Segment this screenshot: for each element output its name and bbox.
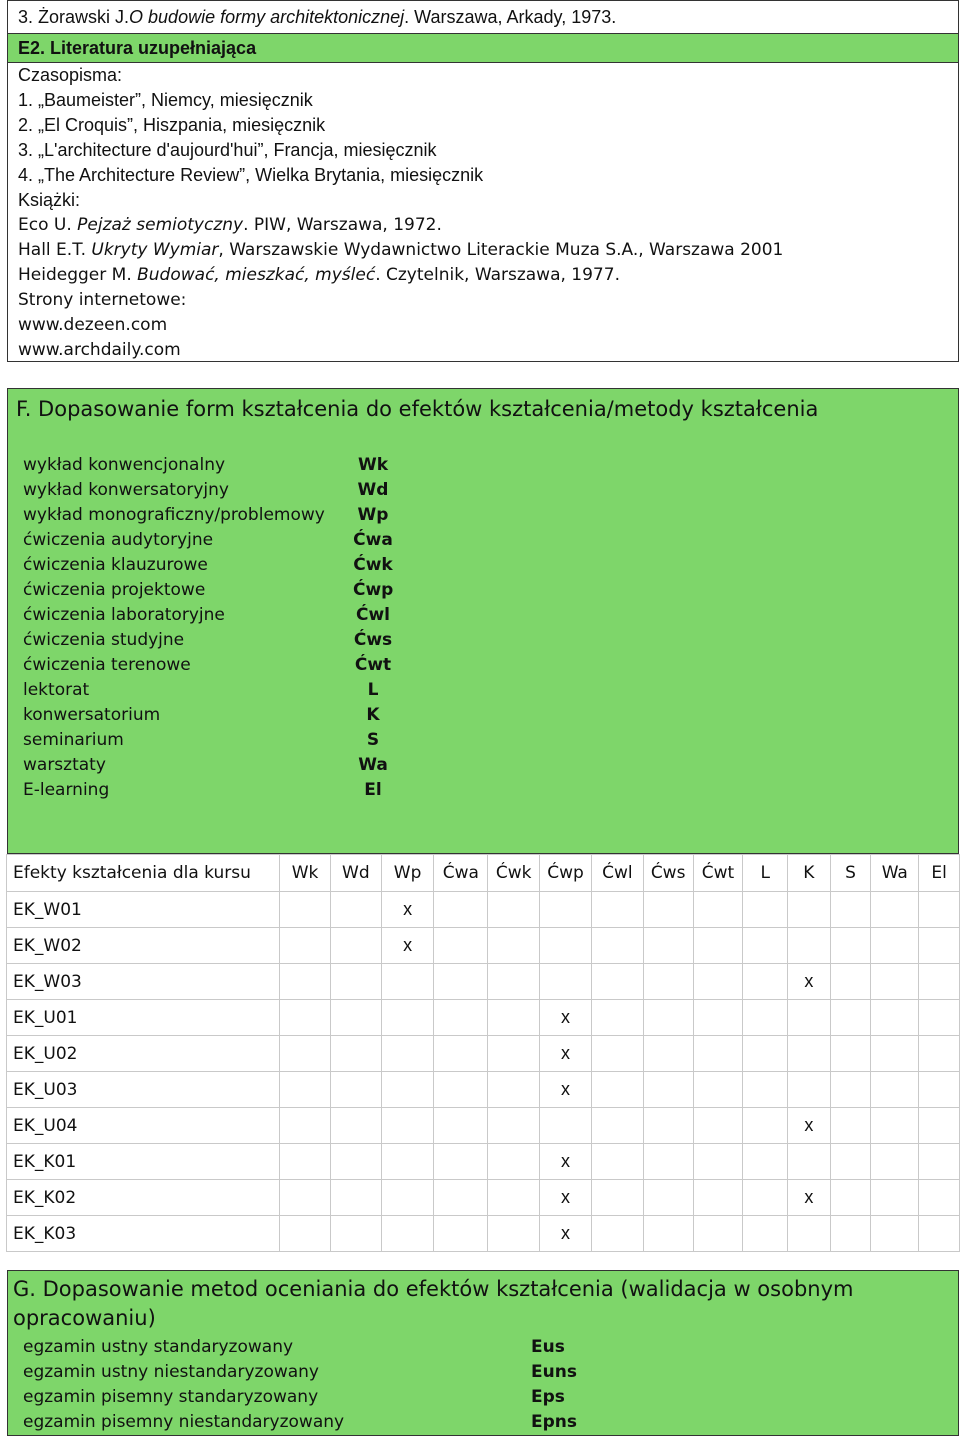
- table-cell: [280, 964, 331, 1000]
- method-row: [23, 577, 393, 602]
- method-row: [23, 752, 393, 777]
- table-cell: [591, 964, 643, 1000]
- book-item: [18, 238, 958, 263]
- table-cell: [743, 1216, 788, 1252]
- table-cell: [919, 1072, 960, 1108]
- header-method-code: L: [743, 855, 788, 892]
- table-cell: x: [540, 1036, 592, 1072]
- table-cell: [788, 1144, 831, 1180]
- method-code: Ćwp: [353, 579, 394, 600]
- table-cell: [330, 1036, 381, 1072]
- ref-publisher: . Warszawa, Arkady, 1973.: [404, 6, 617, 27]
- table-cell: [330, 892, 381, 928]
- table-cell: [643, 928, 693, 964]
- header-method-code: Ćws: [643, 855, 693, 892]
- table-row: [7, 928, 960, 964]
- effect-code: EK_W01: [7, 892, 280, 928]
- table-cell: [919, 928, 960, 964]
- table-cell: [381, 1072, 434, 1108]
- table-row: [7, 1108, 960, 1144]
- magazines-label: Czasopisma:: [18, 65, 123, 85]
- table-cell: x: [540, 1216, 592, 1252]
- table-cell: [381, 964, 434, 1000]
- method-code: Ćwa: [353, 529, 393, 550]
- assessment-row: [23, 1334, 577, 1359]
- table-cell: [830, 928, 871, 964]
- header-method-code: Ćwp: [540, 855, 592, 892]
- ref-title: O budowie formy architektonicznej: [129, 6, 405, 27]
- method-row: [23, 627, 393, 652]
- table-cell: [591, 1216, 643, 1252]
- table-cell: [693, 964, 743, 1000]
- table-cell: [788, 1072, 831, 1108]
- header-method-code: Wk: [280, 855, 331, 892]
- table-cell: [830, 1036, 871, 1072]
- table-cell: [488, 1072, 540, 1108]
- method-name: lektorat: [23, 679, 90, 700]
- table-cell: [591, 892, 643, 928]
- header-method-code: Ćwa: [434, 855, 488, 892]
- magazine-item: 3. „L'architecture d'aujourd'hui”, Francja, miesięcznik: [18, 140, 437, 160]
- header-method-code: Wa: [871, 855, 919, 892]
- table-cell: [743, 1072, 788, 1108]
- table-cell: [919, 1000, 960, 1036]
- effect-code: EK_K01: [7, 1144, 280, 1180]
- table-cell: [488, 928, 540, 964]
- table-cell: [591, 1180, 643, 1216]
- table-cell: [488, 1108, 540, 1144]
- book-item: [18, 213, 958, 238]
- table-cell: [280, 1216, 331, 1252]
- method-name: E-learning: [23, 779, 110, 800]
- magazine-item: 4. „The Architecture Review”, Wielka Brytania, miesięcznik: [18, 165, 484, 185]
- table-cell: [330, 964, 381, 1000]
- method-name: seminarium: [23, 729, 124, 750]
- web-label: Strony internetowe:: [18, 290, 187, 310]
- table-cell: [871, 1180, 919, 1216]
- table-cell: [871, 964, 919, 1000]
- method-code: Ćwk: [353, 554, 393, 575]
- table-cell: x: [540, 1072, 592, 1108]
- table-cell: [743, 1000, 788, 1036]
- table-cell: [643, 1036, 693, 1072]
- table-cell: [643, 1180, 693, 1216]
- table-header-row: [7, 855, 960, 892]
- reference-line: [8, 1, 958, 33]
- method-code: Ćwl: [355, 604, 390, 625]
- table-cell: [643, 1108, 693, 1144]
- table-cell: [693, 1144, 743, 1180]
- method-code: Wp: [357, 504, 389, 525]
- table-cell: [280, 1072, 331, 1108]
- table-cell: [788, 892, 831, 928]
- table-cell: [330, 1144, 381, 1180]
- section-f-title: F. Dopasowanie form kształcenia do efektów kształcenia/metody kształcenia: [16, 397, 819, 421]
- table-cell: x: [788, 1108, 831, 1144]
- table-cell: [830, 1216, 871, 1252]
- header-method-code: El: [919, 855, 960, 892]
- table-cell: [591, 1000, 643, 1036]
- table-cell: [830, 964, 871, 1000]
- table-cell: [871, 1072, 919, 1108]
- table-cell: [381, 1216, 434, 1252]
- table-row: [7, 1072, 960, 1108]
- table-cell: [330, 1216, 381, 1252]
- table-cell: [830, 1144, 871, 1180]
- table-cell: [830, 1108, 871, 1144]
- header-method-code: Wp: [381, 855, 434, 892]
- table-cell: [488, 1000, 540, 1036]
- table-cell: [280, 928, 331, 964]
- table-cell: x: [540, 1180, 592, 1216]
- table-cell: [434, 928, 488, 964]
- section-f: [7, 388, 959, 854]
- method-code: S: [366, 729, 380, 750]
- assessment-row: [23, 1359, 577, 1384]
- table-cell: [434, 1144, 488, 1180]
- method-row: [23, 702, 393, 727]
- table-cell: x: [540, 1000, 592, 1036]
- table-cell: [591, 928, 643, 964]
- table-cell: [488, 1036, 540, 1072]
- assessment-row: [23, 1409, 577, 1434]
- table-cell: [280, 1000, 331, 1036]
- effects-table: [6, 854, 960, 1252]
- table-cell: [434, 1108, 488, 1144]
- table-cell: [381, 1144, 434, 1180]
- table-cell: [381, 1036, 434, 1072]
- table-cell: [693, 1180, 743, 1216]
- table-cell: [693, 1216, 743, 1252]
- table-cell: [488, 964, 540, 1000]
- method-name: ćwiczenia projektowe: [23, 579, 206, 600]
- table-cell: [919, 892, 960, 928]
- book-title: Pejzaż semiotyczny: [77, 215, 244, 235]
- method-name: wykład konwencjonalny: [23, 454, 226, 475]
- table-cell: [693, 1072, 743, 1108]
- e2-heading: E2. Literatura uzupełniająca: [8, 33, 958, 63]
- effect-code: EK_W03: [7, 964, 280, 1000]
- assessment-row: [23, 1384, 577, 1409]
- table-cell: [788, 1036, 831, 1072]
- book-author: Hall E.T.: [18, 240, 92, 260]
- assessment-code: Epns: [531, 1411, 578, 1432]
- method-code: K: [366, 704, 380, 725]
- table-cell: [434, 1000, 488, 1036]
- method-name: ćwiczenia studyjne: [23, 629, 185, 650]
- table-cell: [280, 1108, 331, 1144]
- table-cell: [788, 1216, 831, 1252]
- table-cell: [919, 964, 960, 1000]
- method-code: Ćws: [353, 629, 393, 650]
- table-cell: [743, 892, 788, 928]
- table-cell: [434, 892, 488, 928]
- effect-code: EK_K03: [7, 1216, 280, 1252]
- book-author: Eco U.: [18, 215, 78, 235]
- teaching-methods-list: [23, 452, 393, 802]
- web-link[interactable]: www.archdaily.com: [18, 340, 181, 360]
- table-cell: [488, 1144, 540, 1180]
- table-cell: [540, 964, 592, 1000]
- method-row: [23, 452, 393, 477]
- method-code: L: [367, 679, 379, 700]
- header-method-code: Ćwk: [488, 855, 540, 892]
- table-cell: [788, 1000, 831, 1036]
- table-cell: [591, 1108, 643, 1144]
- table-cell: [693, 928, 743, 964]
- assessment-name: egzamin pisemny niestandaryzowany: [23, 1411, 345, 1432]
- table-cell: [540, 1108, 592, 1144]
- table-cell: [693, 892, 743, 928]
- table-cell: [540, 928, 592, 964]
- table-cell: [643, 892, 693, 928]
- table-cell: x: [540, 1144, 592, 1180]
- method-row: [23, 527, 393, 552]
- header-method-code: S: [830, 855, 871, 892]
- section-g-title: G. Dopasowanie metod oceniania do efektów kształcenia (walidacja w osobnym opracowaniu): [13, 1277, 854, 1330]
- method-name: ćwiczenia klauzurowe: [23, 554, 208, 575]
- book-item: [18, 263, 958, 288]
- table-cell: [643, 1216, 693, 1252]
- table-cell: [871, 1000, 919, 1036]
- method-row: [23, 477, 393, 502]
- table-cell: [919, 1144, 960, 1180]
- effect-code: EK_U02: [7, 1036, 280, 1072]
- table-cell: [830, 892, 871, 928]
- method-row: [23, 502, 393, 527]
- table-cell: x: [788, 1180, 831, 1216]
- table-cell: [434, 1072, 488, 1108]
- table-cell: [330, 1180, 381, 1216]
- table-cell: [330, 928, 381, 964]
- table-cell: [280, 1036, 331, 1072]
- table-cell: [434, 1036, 488, 1072]
- method-code: El: [364, 779, 382, 800]
- table-cell: [434, 964, 488, 1000]
- assessment-code: Eus: [531, 1336, 565, 1357]
- table-cell: [871, 892, 919, 928]
- header-method-code: Ćwt: [693, 855, 743, 892]
- table-cell: [743, 1144, 788, 1180]
- method-row: [23, 602, 393, 627]
- method-name: ćwiczenia terenowe: [23, 654, 191, 675]
- table-cell: [381, 1108, 434, 1144]
- table-cell: [871, 928, 919, 964]
- method-name: ćwiczenia laboratoryjne: [23, 604, 225, 625]
- table-cell: [693, 1108, 743, 1144]
- table-cell: [788, 928, 831, 964]
- table-row: [7, 1216, 960, 1252]
- table-cell: [330, 1072, 381, 1108]
- table-cell: [330, 1000, 381, 1036]
- table-cell: [743, 928, 788, 964]
- table-cell: [643, 964, 693, 1000]
- header-method-code: Ćwl: [591, 855, 643, 892]
- book-publisher: , Warszawskie Wydawnictwo Literackie Muza S.A., Warszawa 2001: [218, 240, 784, 260]
- table-cell: [830, 1180, 871, 1216]
- table-cell: [871, 1108, 919, 1144]
- table-cell: [591, 1144, 643, 1180]
- effect-code: EK_K02: [7, 1180, 280, 1216]
- effect-code: EK_U03: [7, 1072, 280, 1108]
- section-g: [7, 1270, 959, 1436]
- table-cell: [830, 1000, 871, 1036]
- table-cell: [743, 1180, 788, 1216]
- header-method-code: Wd: [330, 855, 381, 892]
- table-cell: [330, 1108, 381, 1144]
- magazine-item: 1. „Baumeister”, Niemcy, miesięcznik: [18, 90, 313, 110]
- table-cell: [434, 1180, 488, 1216]
- table-cell: [919, 1108, 960, 1144]
- table-cell: [871, 1144, 919, 1180]
- method-row: [23, 777, 393, 802]
- table-cell: [693, 1036, 743, 1072]
- table-row: [7, 1036, 960, 1072]
- assessment-methods-list: [23, 1334, 577, 1434]
- assessment-code: Euns: [531, 1361, 577, 1382]
- magazine-item: 2. „El Croquis”, Hiszpania, miesięcznik: [18, 115, 326, 135]
- method-code: Ćwt: [354, 654, 392, 675]
- table-cell: [488, 1180, 540, 1216]
- effect-code: EK_U04: [7, 1108, 280, 1144]
- web-link[interactable]: www.dezeen.com: [18, 315, 168, 335]
- book-publisher: . PIW, Warszawa, 1972.: [243, 215, 442, 235]
- table-cell: [280, 1144, 331, 1180]
- table-row: [7, 964, 960, 1000]
- table-cell: [743, 1036, 788, 1072]
- table-cell: [743, 964, 788, 1000]
- references-box: [7, 0, 959, 362]
- book-publisher: . Czytelnik, Warszawa, 1977.: [375, 265, 620, 285]
- method-code: Wa: [358, 754, 388, 775]
- effect-code: EK_U01: [7, 1000, 280, 1036]
- effect-code: EK_W02: [7, 928, 280, 964]
- table-cell: [871, 1216, 919, 1252]
- method-row: [23, 652, 393, 677]
- book-title: Ukryty Wymiar: [91, 240, 219, 260]
- table-row: [7, 892, 960, 928]
- table-cell: [488, 892, 540, 928]
- table-cell: [591, 1036, 643, 1072]
- table-cell: [643, 1072, 693, 1108]
- method-row: [23, 677, 393, 702]
- assessment-name: egzamin pisemny standaryzowany: [23, 1386, 319, 1407]
- table-cell: [381, 1000, 434, 1036]
- table-cell: [488, 1216, 540, 1252]
- assessment-name: egzamin ustny standaryzowany: [23, 1336, 294, 1357]
- table-cell: x: [788, 964, 831, 1000]
- header-effects-label: Efekty kształcenia dla kursu: [7, 855, 280, 892]
- table-cell: [871, 1036, 919, 1072]
- book-title: Budować, mieszkać, myśleć: [137, 265, 376, 285]
- table-cell: [643, 1144, 693, 1180]
- table-cell: [280, 1180, 331, 1216]
- table-cell: [919, 1036, 960, 1072]
- table-row: [7, 1180, 960, 1216]
- books-label: Książki:: [18, 190, 81, 210]
- method-name: wykład monograficzny/problemowy: [23, 504, 325, 525]
- table-cell: [434, 1216, 488, 1252]
- book-author: Heidegger M.: [18, 265, 138, 285]
- table-cell: [743, 1108, 788, 1144]
- table-cell: [693, 1000, 743, 1036]
- table-row: [7, 1144, 960, 1180]
- table-cell: [540, 892, 592, 928]
- header-method-code: K: [788, 855, 831, 892]
- ref-author: 3. Żorawski J.: [18, 6, 130, 27]
- method-code: Wk: [357, 454, 389, 475]
- method-name: wykład konwersatoryjny: [23, 479, 229, 500]
- table-row: [7, 1000, 960, 1036]
- table-cell: [830, 1072, 871, 1108]
- assessment-code: Eps: [531, 1386, 565, 1407]
- table-cell: x: [381, 928, 434, 964]
- table-cell: x: [381, 892, 434, 928]
- method-name: konwersatorium: [23, 704, 161, 725]
- assessment-name: egzamin ustny niestandaryzowany: [23, 1361, 319, 1382]
- method-row: [23, 727, 393, 752]
- table-cell: [643, 1000, 693, 1036]
- table-cell: [280, 892, 331, 928]
- table-cell: [381, 1180, 434, 1216]
- table-cell: [919, 1216, 960, 1252]
- table-cell: [919, 1180, 960, 1216]
- method-name: ćwiczenia audytoryjne: [23, 529, 214, 550]
- table-cell: [591, 1072, 643, 1108]
- method-name: warsztaty: [23, 754, 106, 775]
- method-row: [23, 552, 393, 577]
- method-code: Wd: [357, 479, 389, 500]
